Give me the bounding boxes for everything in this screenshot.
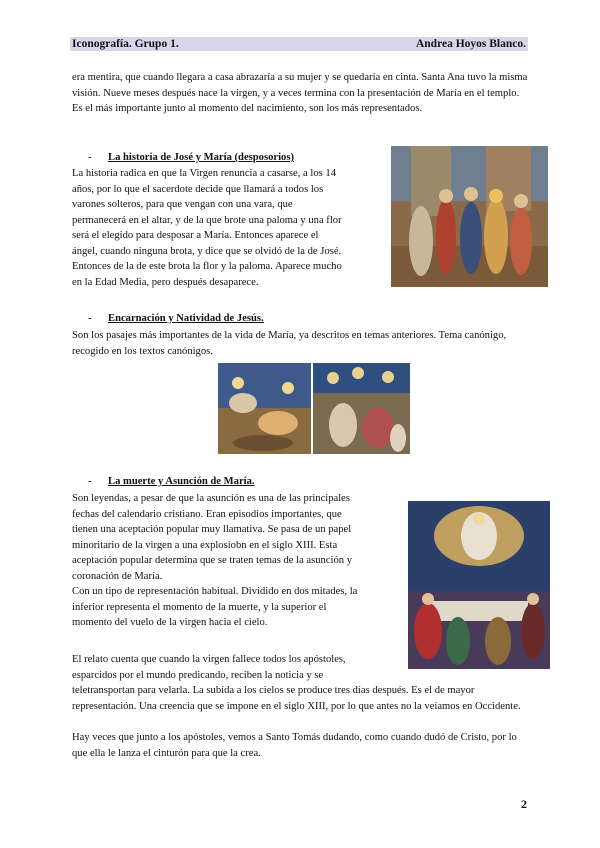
dormition-assumption-painting: [408, 501, 550, 669]
text-line: será el elegido para desposar a María. Entonces aparece el: [72, 230, 319, 241]
section3-bullet: -: [88, 476, 92, 487]
text-line: minoritario de la virgen a una explosiobn en el siglo XIII. Esta: [72, 539, 338, 551]
section2-body: Son los pasajes más importantes de la vida de María, ya descritos en temas anteriores. Tema canónigo, recogido en los textos canónigos.: [72, 330, 507, 357]
section3-last-paragraph: Hay veces que junto a los apóstoles, vemos a Santo Tomás dudando, como cuando dudó de Cristo, por lo que ella le lanza el cinturón para que la crea.: [72, 732, 517, 759]
header-course: Iconografía. Grupo 1.: [72, 38, 179, 50]
text-line: fechas del calendario cristiano. Eran episodios importantes, que: [72, 508, 342, 520]
text-line: permanecerá en el altar, y de la que brote una paloma y una flor: [72, 214, 342, 226]
text-line: varones solteros, para que vengan con una vara, que: [72, 199, 293, 210]
section2-heading: Encarnación y Natividad de Jesús.: [108, 313, 264, 324]
text-line: tienen una aceptación popular muy llamativa. Se pasa de un papel: [72, 524, 352, 535]
text-line: esparcidos por el mundo predicando, reciben la noticia y se: [72, 669, 324, 681]
text-line: en la Edad Media, pero después desaparece.: [72, 276, 259, 288]
section1-heading: La historia de José y María (desposorios): [108, 152, 294, 163]
text-line: Entonces de la de este brota la flor y la paloma. Aparece mucho: [72, 261, 342, 272]
section3-relato-lines: [72, 652, 402, 683]
page-number: 2: [521, 797, 527, 811]
section1-bullet: -: [88, 152, 92, 163]
text-line: aceptación popular determina que se traten temas de la asunción y: [72, 555, 353, 566]
annunciation-painting: [218, 363, 311, 454]
nativity-painting: [313, 363, 410, 454]
text-line: años, por lo que el sacerdote decide que llamará a todos los: [72, 183, 324, 195]
text-line: Son leyendas, a pesar de que la asunción es una de las principales: [72, 493, 350, 504]
section3-heading: La muerte y Asunción de María.: [108, 476, 255, 487]
text-line: coronación de María.: [72, 570, 163, 582]
section3-relato-paragraph: teletransportan para velarla. La subida a los cielos se produce tres días después. Es el de mayor representación. Una creencia que se impone en el siglo XIII, por lo que antes no la veíamos en Occidente.: [72, 685, 521, 712]
intro-paragraph: era mentira, que cuando llegara a casa abrazaría a su mujer y se quedaría en cinta. Santa Ana tuvo la misma visión. Nueve meses después nace la virgen, y a veces termina con la presentación de María en el templo. Es el más importante junto al momento del nacimiento, son los más representados.: [72, 72, 528, 114]
text-line: La historia radica en que la Virgen renuncia a casarse, a los 14: [72, 168, 336, 179]
marriage-of-virgin-painting: [391, 146, 548, 287]
section2-bullet: -: [88, 313, 92, 324]
text-line: ángel, cuando ninguna brota, y dice que se olvidó de la de José.: [72, 245, 342, 257]
text-line: El relato cuenta que cuando la virgen fallece todos los apóstoles,: [72, 654, 346, 665]
section3-body: [72, 491, 402, 631]
section1-body: [72, 166, 392, 290]
text-line: inferior representa el momento de la muerte, y la superior el: [72, 601, 327, 613]
text-line: Con un tipo de representación habitual. Dividido en dos mitades, la: [72, 586, 358, 597]
text-line: momento del vuelo de la virgen hacia el cielo.: [72, 617, 268, 628]
page-header: [70, 37, 528, 51]
header-author: Andrea Hoyos Blanco.: [415, 38, 526, 50]
